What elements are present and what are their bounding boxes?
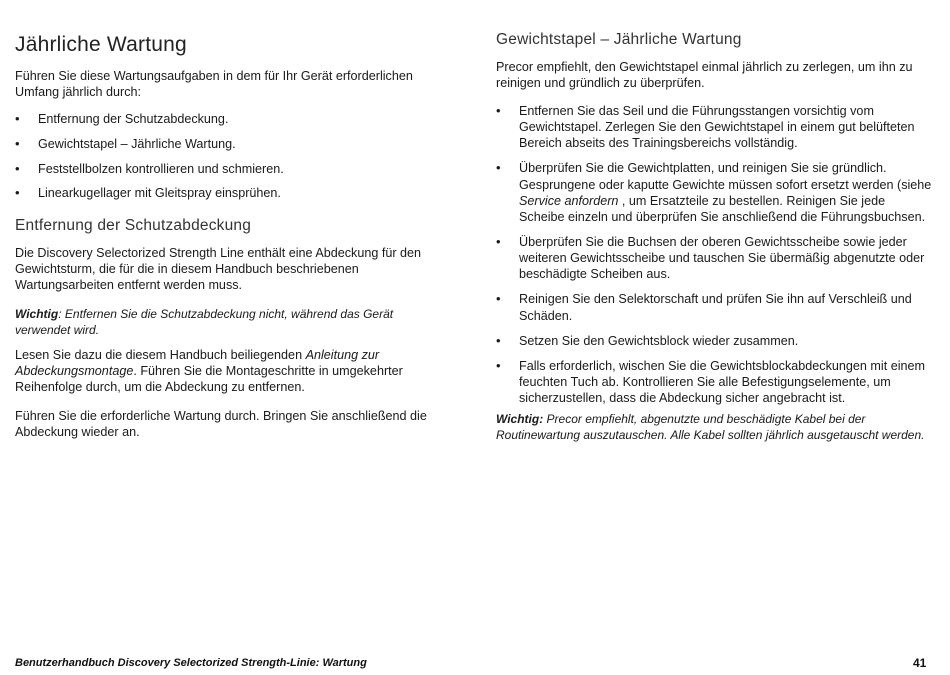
list-item: • Gewichtstapel – Jährliche Wartung.	[15, 136, 435, 152]
list-item: • Reinigen Sie den Selektorschaft und prüfen Sie ihn auf Verschleiß und Schäden.	[496, 291, 932, 323]
list-item: • Entfernen Sie das Seil und die Führungsstangen vorsichtig vom Gewichtstapel. Zerlegen Sie den Gewichtstapel in einem gut belüfteten Bereich abseits des Trainingsbereichs vollständig.	[496, 103, 932, 152]
annual-task-list	[15, 111, 435, 202]
section-heading-weight-stack: Gewichtstapel – Jährliche Wartung	[496, 31, 742, 48]
weight-stack-steps	[496, 103, 932, 406]
warning-label: Wichtig	[15, 307, 59, 321]
text-span: Lesen Sie dazu die diesem Handbuch beiliegenden	[15, 348, 306, 362]
list-item: • Entfernung der Schutzabdeckung.	[15, 111, 435, 127]
list-item: • Überprüfen Sie die Buchsen der oberen Gewichtsscheibe sowie jeder weiteren Gewichtsscheibe und tauschen Sie übermäßig abgenutzte oder beschädigte Scheiben aus.	[496, 234, 932, 283]
text-span: Überprüfen Sie die Gewichtplatten, und reinigen Sie sie gründlich. Gesprungene oder kaputte Gewichte müssen sofort ersetzt werden (siehe	[519, 161, 932, 192]
section-heading-cover-removal: Entfernung der Schutzabdeckung	[15, 217, 252, 234]
assembly-instructions-paragraph	[15, 347, 415, 396]
intro-paragraph: Führen Sie diese Wartungsaufgaben in dem für Ihr Gerät erforderlichen Umfang jährlich durch:	[15, 69, 413, 100]
reinstall-paragraph: Führen Sie die erforderliche Wartung durch. Bringen Sie anschließend die Abdeckung wieder an.	[15, 409, 427, 440]
text-span: . Führen Sie die Montageschritte in umgekehrter Reihenfolge durch, um die Abdeckung zu entfernen.	[15, 364, 403, 395]
warning-text: Precor empfiehlt, abgenutzte und beschädigte Kabel bei der Routinewartung auszutauschen. Alle Kabel sollten jährlich ausgetauscht werden.	[496, 412, 925, 442]
weight-stack-intro: Precor empfiehlt, den Gewichtstapel einmal jährlich zu zerlegen, um ihn zu reinigen und gründlich zu überprüfen.	[496, 60, 913, 91]
list-item: • Feststellbolzen kontrollieren und schmieren.	[15, 161, 435, 177]
warning-text: : Entfernen Sie die Schutzabdeckung nicht, während das Gerät verwendet wird.	[15, 307, 394, 337]
list-item	[496, 160, 932, 225]
warning-note-left	[15, 306, 445, 338]
page-number: 41	[913, 656, 927, 670]
service-reference: Service anfordern	[519, 193, 619, 208]
list-item: • Setzen Sie den Gewichtsblock wieder zusammen.	[496, 333, 932, 349]
manual-reference: Anleitung zur Abdeckungsmontage	[15, 348, 380, 379]
warning-note-right	[496, 411, 936, 443]
list-item: • Falls erforderlich, wischen Sie die Gewichtsblockabdeckungen mit einem feuchten Tuch ab. Kontrollieren Sie alle Befestigungselemente, um sicherzustellen, dass die Abdeckung sicher angebracht ist.	[496, 358, 932, 407]
text-span: , um Ersatzteile zu bestellen. Reinigen Sie jede Scheibe einzeln und überprüfen Sie anschließend die Führungsbuchsen.	[519, 193, 926, 225]
cover-paragraph: Die Discovery Selectorized Strength Line enthält eine Abdeckung für den Gewichtsturm, die für die in diesem Handbuch beschriebenen Wartungsarbeiten entfernt werden muss.	[15, 246, 422, 293]
footer-title: Benutzerhandbuch Discovery Selectorized Strength-Linie: Wartung	[15, 657, 367, 669]
warning-label: Wichtig:	[496, 412, 544, 426]
page-title: Jährliche Wartung	[15, 33, 187, 56]
list-item: • Linearkugellager mit Gleitspray einsprühen.	[15, 185, 435, 201]
